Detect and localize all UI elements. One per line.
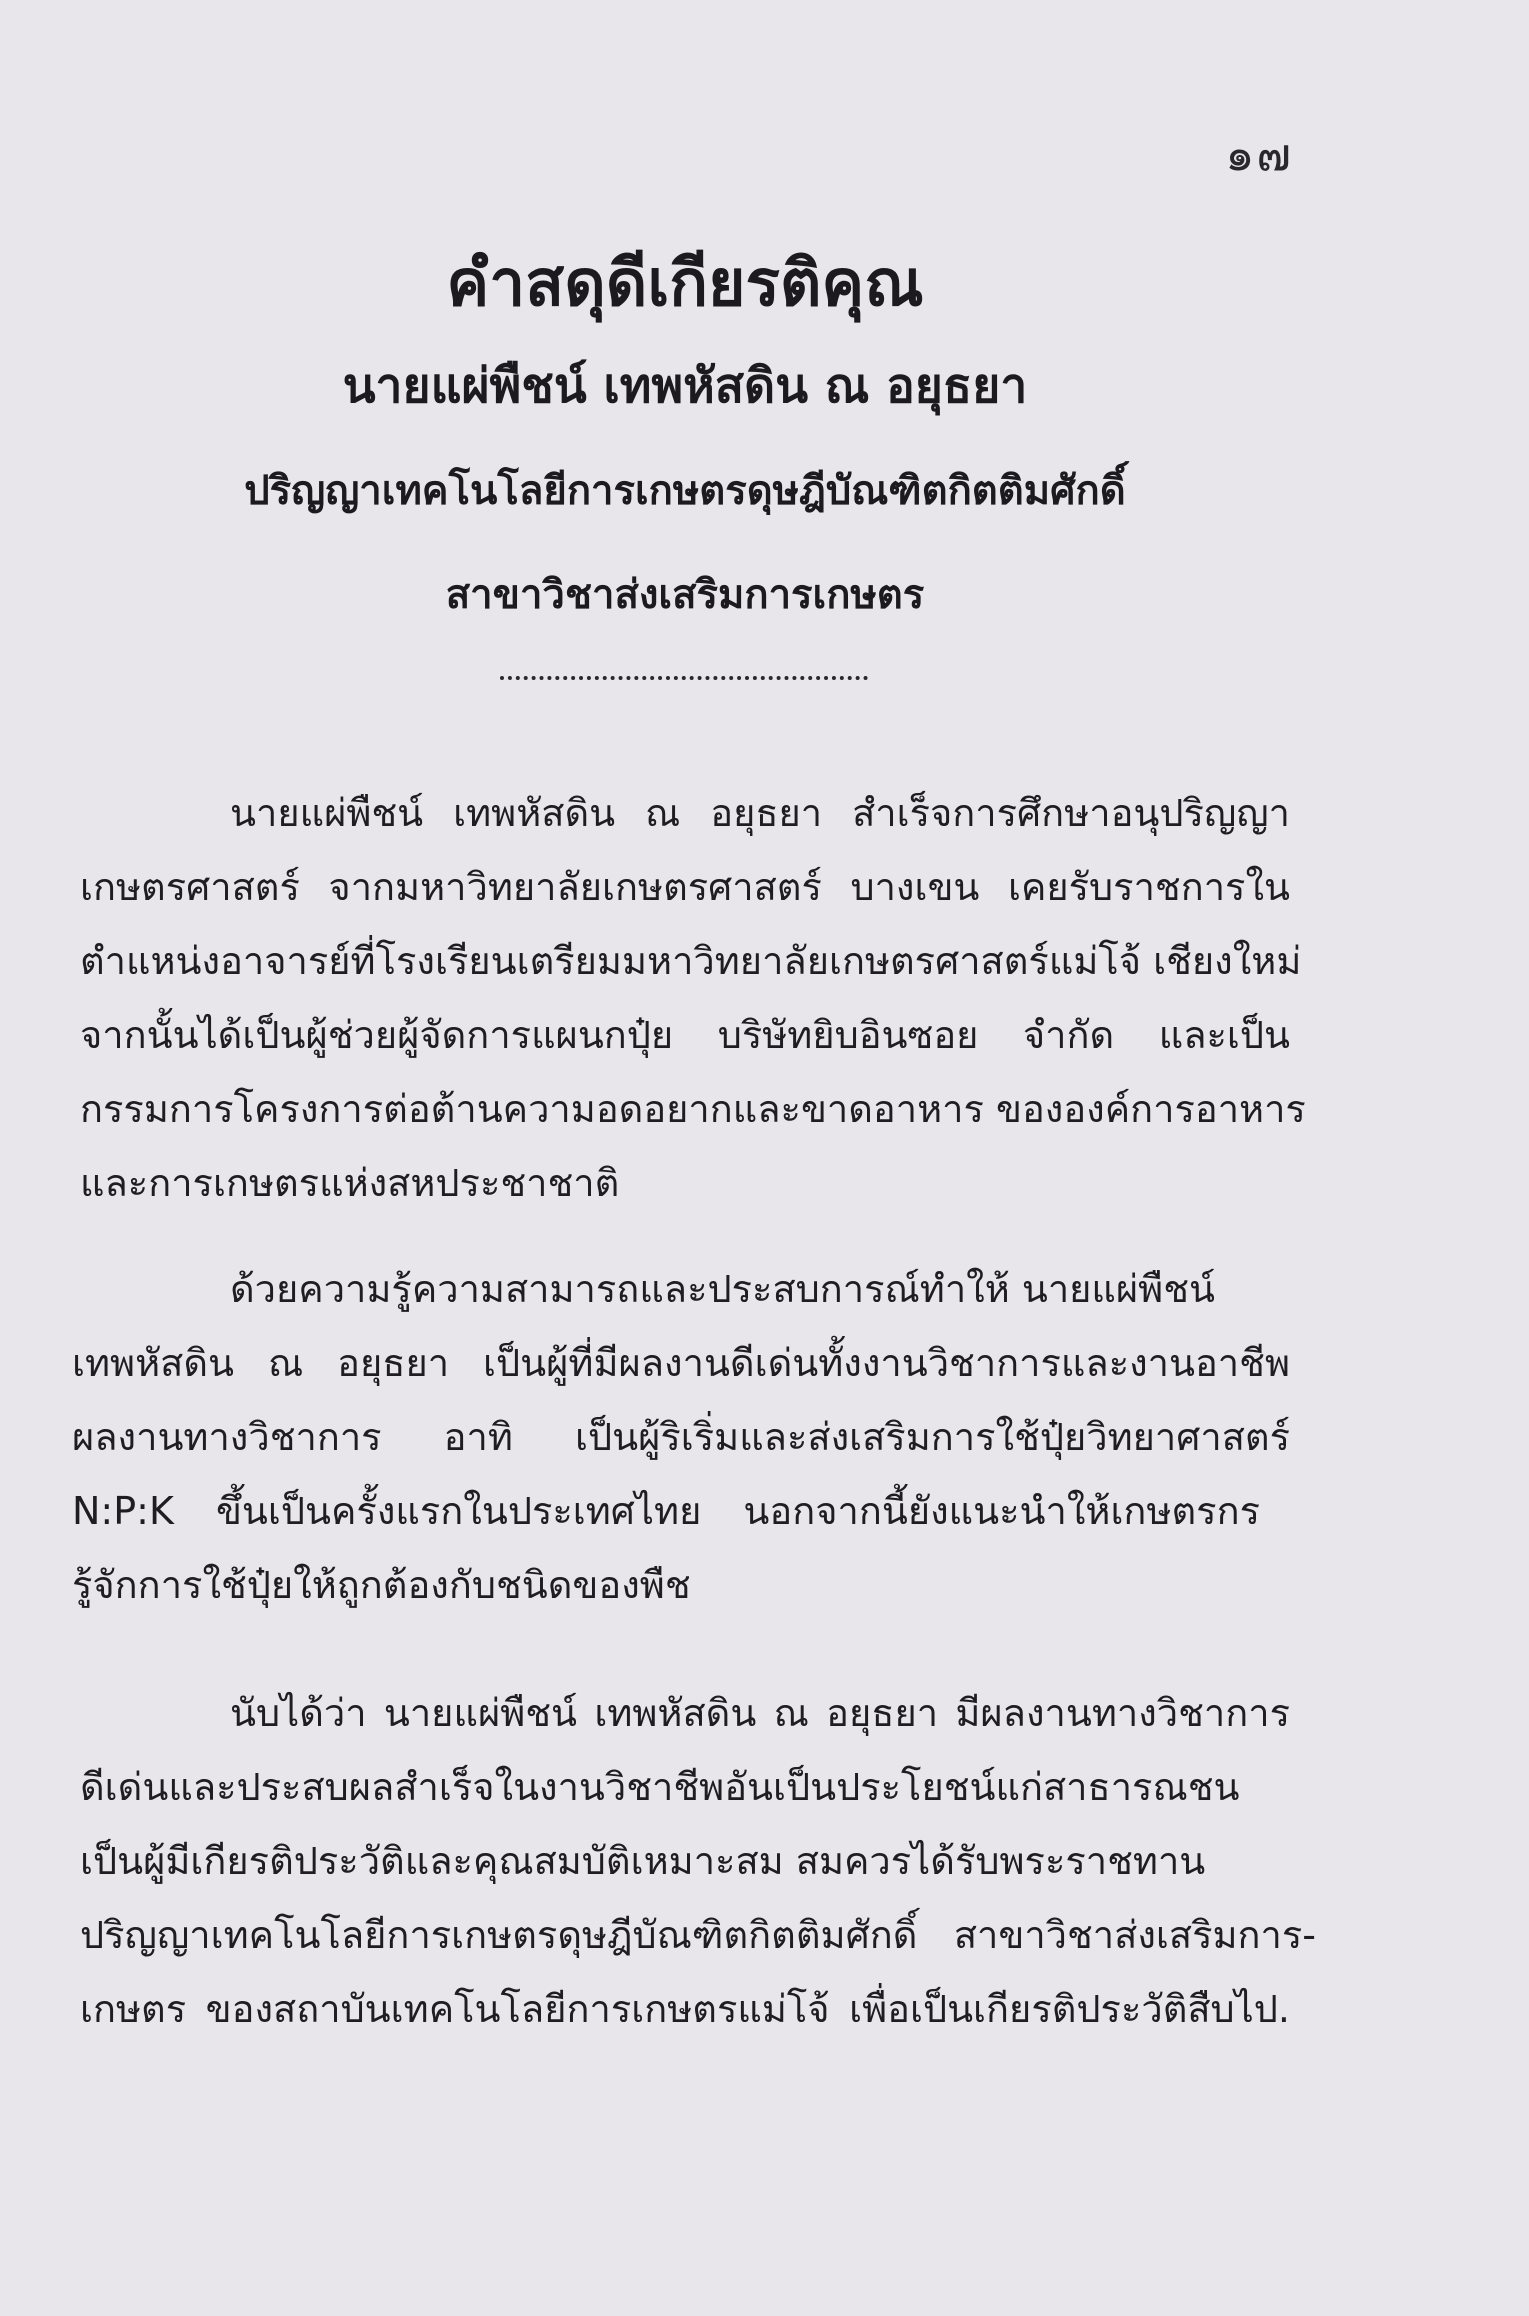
paragraph-3-line-4: ปริญญาเทคโนโลยีการเกษตรดุษฎีบัณฑิตกิตติมศักดิ์ สาขาวิชาส่งเสริมการ- — [80, 1913, 1316, 1957]
paragraph-1-line-5: กรรมการโครงการต่อต้านความอดอยากและขาดอาหาร ขององค์การอาหาร — [80, 1087, 1306, 1131]
paragraph-2-line-3: ผลงานทางวิชาการ อาทิ เป็นผู้ริเริ่มและส่งเสริมการใช้ปุ๋ยวิทยาศาสตร์ — [72, 1415, 1290, 1459]
degree-title: ปริญญาเทคโนโลยีการเกษตรดุษฎีบัณฑิตกิตติมศักดิ์ — [244, 468, 1126, 514]
paragraph-3-line-1: นับได้ว่า นายแผ่พืชน์ เทพหัสดิน ณ อยุธยา มีผลงานทางวิชาการ — [230, 1691, 1290, 1735]
paragraph-1-line-1: นายแผ่พืชน์ เทพหัสดิน ณ อยุธยา สำเร็จการศึกษาอนุปริญญา — [230, 791, 1290, 835]
paragraph-3-line-2: ดีเด่นและประสบผลสำเร็จในงานวิชาชีพอันเป็นประโยชน์แก่สาธารณชน — [80, 1765, 1240, 1809]
paragraph-2-line-1: ด้วยความรู้ความสามารถและประสบการณ์ทำให้ นายแผ่พืชน์ — [230, 1267, 1215, 1311]
paragraph-1-line-2: เกษตรศาสตร์ จากมหาวิทยาลัยเกษตรศาสตร์ บางเขน เคยรับราชการใน — [80, 865, 1290, 909]
paragraph-1-line-6: และการเกษตรแห่งสหประชาชาติ — [80, 1161, 620, 1205]
page-title: คำสดุดีเกียรติคุณ — [446, 247, 924, 321]
paragraph-2-line-5: รู้จักการใช้ปุ๋ยให้ถูกต้องกับชนิดของพืช — [72, 1563, 691, 1607]
paragraph-3-line-5: เกษตร ของสถาบันเทคโนโลยีการเกษตรแม่โจ้ เพื่อเป็นเกียรติประวัติสืบไป. — [80, 1987, 1290, 2031]
paragraph-2-line-2: เทพหัสดิน ณ อยุธยา เป็นผู้ที่มีผลงานดีเด่นทั้งงานวิชาการและงานอาชีพ — [72, 1341, 1290, 1385]
paragraph-2-line-4: N:P:K ขึ้นเป็นครั้งแรกในประเทศไทย นอกจากนี้ยังแนะนำให้เกษตรกร — [72, 1489, 1260, 1533]
major-title: สาขาวิชาส่งเสริมการเกษตร — [445, 572, 925, 618]
paragraph-1-line-4: จากนั้นได้เป็นผู้ช่วยผู้จัดการแผนกปุ๋ย บริษัทยิบอินซอย จำกัด และเป็น — [80, 1013, 1290, 1057]
page-number: ๑๗ — [1225, 127, 1293, 181]
honoree-name: นายแผ่พืชน์ เทพหัสดิน ณ อยุธยา — [342, 358, 1028, 414]
paragraph-1-line-3: ตำแหน่งอาจารย์ที่โรงเรียนเตรียมมหาวิทยาลัยเกษตรศาสตร์แม่โจ้ เชียงใหม่ — [80, 939, 1302, 983]
paragraph-3-line-3: เป็นผู้มีเกียรติประวัติและคุณสมบัติเหมาะสม สมควรได้รับพระราชทาน — [80, 1839, 1206, 1883]
dotted-divider — [500, 676, 868, 680]
